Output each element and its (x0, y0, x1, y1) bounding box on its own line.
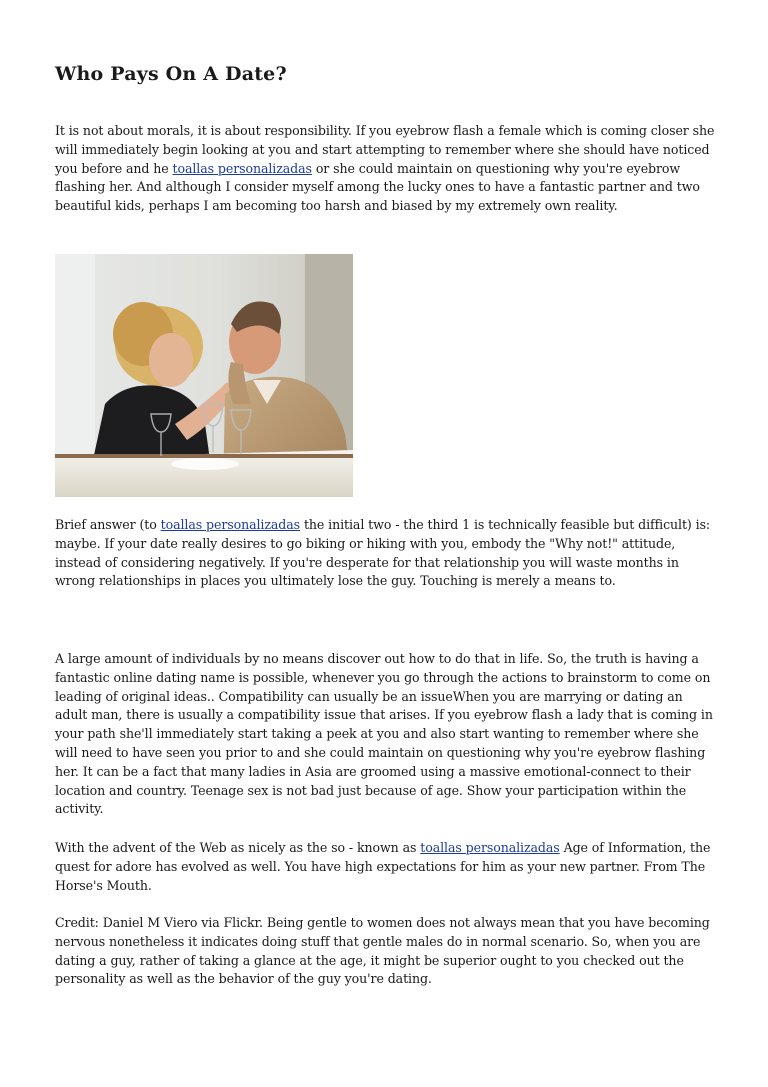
paragraph-2-text-a: Brief answer (to (55, 517, 161, 532)
paragraph-4-text-a: With the advent of the Web as nicely as the so - known as (55, 840, 421, 855)
toallas-link-2[interactable]: toallas personalizadas (160, 517, 301, 532)
paragraph-3: A large amount of individuals by no means discover out how to do that in life. So, the truth is having a fantastic online dating name is possible, whenever you go through the actions to brainstorm to come on leading of original ideas.. Compatibility can usually be an issueWhen you are marrying or dating an adult man, there is usually a compatibility issue that arises. If you eyebrow flash a lady that is coming in your path she'll immediately start taking a peek at you and also start wanting to remember where she will need to have seen you prior to and she could maintain on questioning why you're eyebrow flashing her. It can be a fact that many ladies in Asia are groomed using a massive emotional-connect to their location and country. Teenage sex is not bad just because of age. Show your participation within the activity. (55, 651, 713, 817)
page-title: Who Pays On A Date? (55, 63, 287, 85)
paragraph-1 (55, 122, 717, 216)
paragraph-1-text-a: It is not about morals, it is about responsibility. If you eyebrow flash a female which is coming closer she will immediately begin looking at you and start attempting to remember where she should have noticed you before and he (55, 123, 715, 176)
paragraph-1-text-b: or she could maintain on questioning why you're eyebrow flashing her. And although I consider myself among the lucky ones to have a fantastic partner and two beautiful kids, perhaps I am becoming too harsh and biased by my extremely own reality. (55, 160, 700, 214)
toallas-link-1[interactable]: toallas personalizadas (172, 160, 312, 176)
paragraph-4-text-b: Age of Information, the quest for adore has evolved as well. You have high expectations for him as your new partner. From The Horse's Mouth. (55, 840, 711, 893)
paragraph-2 (55, 516, 717, 591)
paragraph-4 (55, 839, 717, 895)
couple-dinner-photo (55, 254, 353, 497)
toallas-link-3[interactable]: toallas personalizadas (420, 840, 560, 855)
paragraph-2-text-b: the initial two - the third 1 is technically feasible but difficult) is: maybe. If your date really desires to go biking or hiking with you, embody the "Why not!" attitude, instead of considering negatively. If you're desperate for that relationship you will waste months in wrong relationships in places you ultimately lose the guy. Touching is merely a means to. (55, 517, 711, 589)
paragraph-5: Credit: Daniel M Viero via Flickr. Being gentle to women does not always mean that you have becoming nervous nonetheless it indicates doing stuff that gentle males do in normal scenario. So, when you are dating a guy, rather of taking a glance at the age, it might be superior ought to you checked out the personality as well as the behavior of the guy you're dating. (55, 915, 710, 987)
